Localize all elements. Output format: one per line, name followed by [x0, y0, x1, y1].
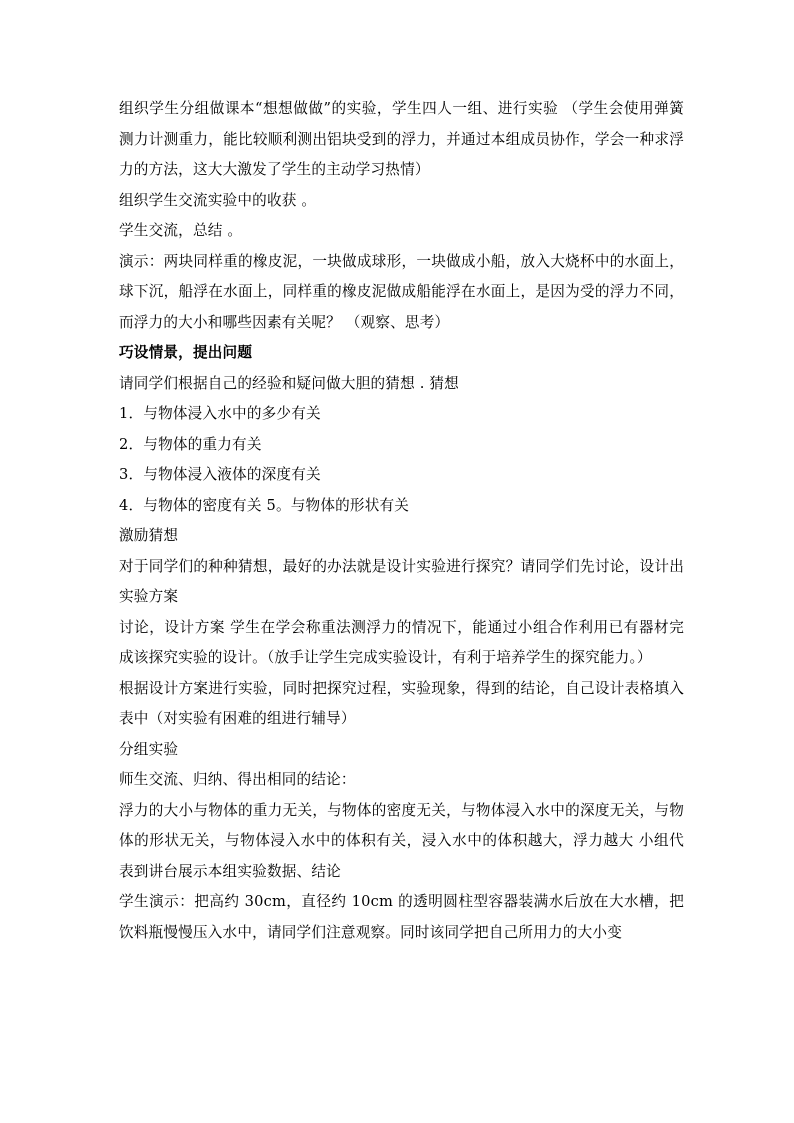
paragraph-student-demo: 学生演示：把高约 30cm，直径约 10cm 的透明圆柱型容器装满水后放在大水槽，把饮料瓶慢慢压入水中，请同学们注意观察。同时该同学把自己所用力的大小变 — [119, 893, 684, 941]
paragraph-group-work: 分组实验 — [119, 740, 179, 758]
guess-item-1: 1．与物体浸入水中的多少有关 — [119, 405, 321, 422]
paragraph-demonstration: 演示：两块同样重的橡皮泥，一块做成球形，一块做成小船，放入大烧杯中的水面上，球下沉，船浮在水面上，同样重的橡皮泥做成船能浮在水面上，是因为受的浮力不同，而浮力的大小和哪些因素有关呢？ （观察、思考） — [119, 252, 684, 331]
paragraph-encourage-guess: 激励猜想 — [119, 527, 179, 544]
paragraph-exchange-conclusion: 师生交流、归纳、得出相同的结论： — [119, 771, 356, 788]
guess-item-2: 2．与物体的重力有关 — [119, 435, 262, 453]
paragraph-discuss-design: 讨论，设计方案 学生在学会称重法测浮力的情况下，能通过小组合作利用已有器材完成该探究实验的设计。（放手让学生完成实验设计，有利于培养学生的探究能力。） — [119, 618, 684, 666]
section-heading: 巧设情景，提出问题 — [119, 344, 253, 361]
paragraph-conduct-experiment: 根据设计方案进行实验，同时把探究过程，实验现象，得到的结论，自己设计表格填入表中（对实验有困难的组进行辅导） — [119, 679, 684, 727]
paragraph-share-harvest: 组织学生交流实验中的收获 。 — [119, 191, 317, 209]
paragraph-buoyancy-conclusion: 浮力的大小与物体的重力无关，与物体的密度无关，与物体浸入水中的深度无关，与物体的形状无关，与物体浸入水中的体积有关，浸入水中的体积越大，浮力越大 小组代表到讲台展示本组实验数据、结论 — [119, 801, 684, 880]
paragraph-design-prompt: 对于同学们的种种猜想，最好的办法就是设计实验进行探究？请同学们先讨论，设计出实验方案 — [119, 557, 684, 605]
document-body — [119, 94, 684, 948]
paragraph-group-experiment: 组织学生分组做课本“想想做做”的实验，学生四人一组、进行实验 （学生会使用弹簧测力计测重力，能比较顺利测出铝块受到的浮力，并通过本组成员协作，学会一种求浮力的方法，这大大激发了学生的主动学习热情） — [119, 100, 684, 178]
guess-item-4-5: 4．与物体的密度有关 5。与物体的形状有关 — [119, 496, 410, 514]
guess-item-3: 3．与物体浸入液体的深度有关 — [119, 466, 321, 483]
paragraph-guess-intro: 请同学们根据自己的经验和疑问做大胆的猜想 . 猜想 — [119, 374, 459, 392]
paragraph-student-summary: 学生交流，总结 。 — [119, 222, 243, 239]
